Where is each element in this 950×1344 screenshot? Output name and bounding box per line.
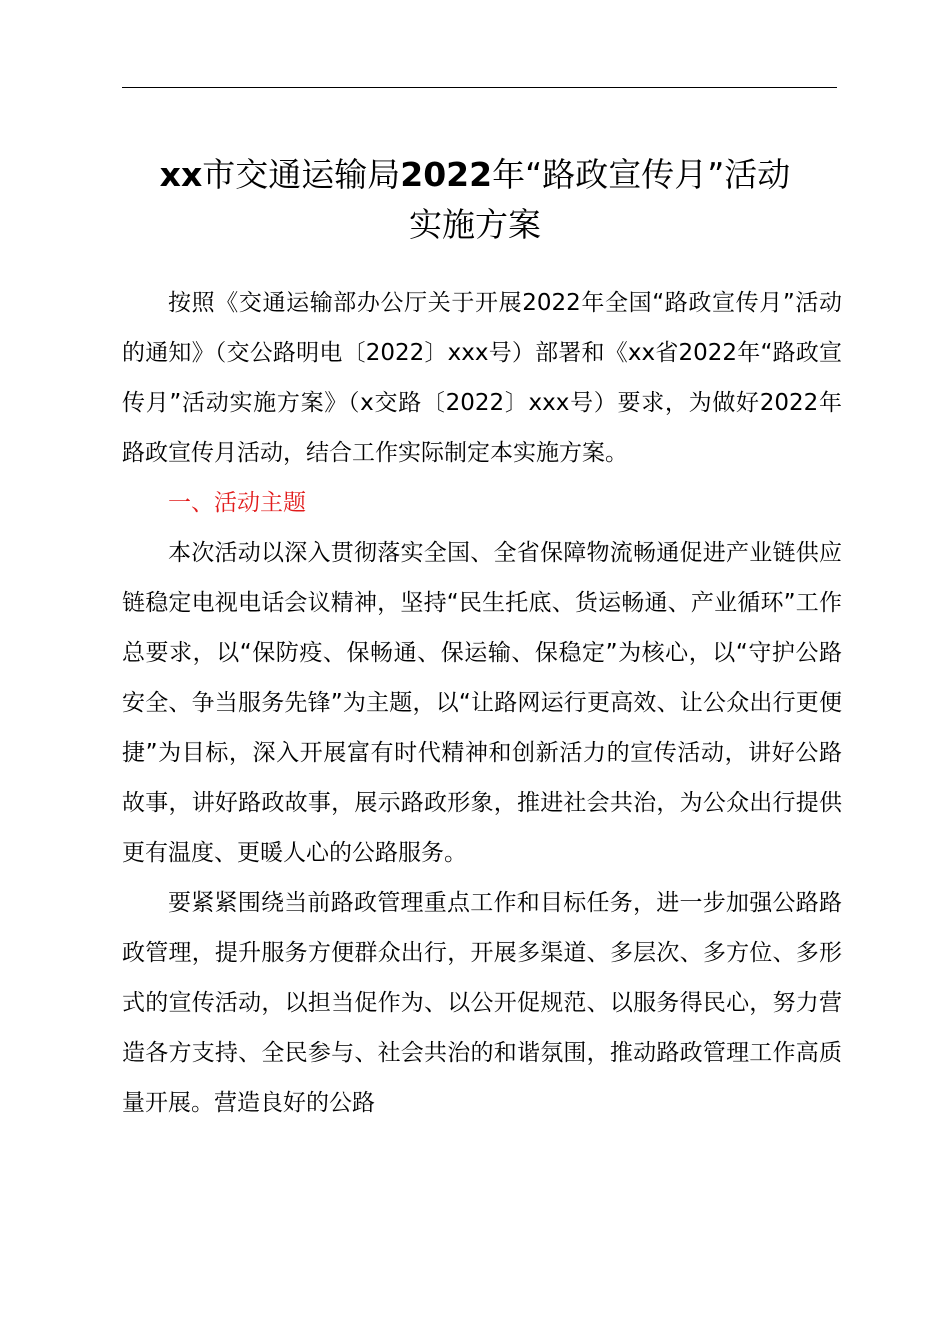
title-agency: 市交通运输局 [202, 155, 401, 194]
header-rule [122, 87, 837, 88]
document-title [100, 150, 850, 250]
requirement-paragraph: 要紧紧围绕当前路政管理重点工作和目标任务，进一步加强公路路政管理，提升服务方便群众出行，开展多渠道、多层次、多方位、多形式的宣传活动，以担当促作为、以公开促规范、以服务得民心，努力营造各方支持、全民参与、社会共治的和谐氛围，推动路政管理工作高质量开展。营造良好的公路 [122, 890, 842, 1116]
section-heading-theme: 一、活动主题 [168, 490, 306, 516]
title-prefix: xx [159, 155, 203, 194]
title-year: 2022 [400, 155, 493, 194]
title-line-2: 实施方案 [409, 205, 541, 244]
title-activity: 年“路政宣传月”活动 [492, 155, 791, 194]
document-body [122, 278, 842, 1128]
intro-paragraph: 按照《交通运输部办公厅关于开展2022年全国“路政宣传月”活动的通知》（交公路明电〔2022〕xxx号）部署和《xx省2022年“路政宣传月”活动实施方案》（x交路〔2022〕xxx号）要求，为做好2022年路政宣传月活动，结合工作实际制定本实施方案。 [122, 290, 842, 466]
theme-paragraph: 本次活动以深入贯彻落实全国、全省保障物流畅通促进产业链供应链稳定电视电话会议精神，坚持“民生托底、货运畅通、产业循环”工作总要求，以“保防疫、保畅通、保运输、保稳定”为核心，以“守护公路安全、争当服务先锋”为主题，以“让路网运行更高效、让公众出行更便捷”为目标，深入开展富有时代精神和创新活力的宣传活动，讲好公路故事，讲好路政故事，展示路政形象，推进社会共治，为公众出行提供更有温度、更暖人心的公路服务。 [122, 540, 842, 866]
